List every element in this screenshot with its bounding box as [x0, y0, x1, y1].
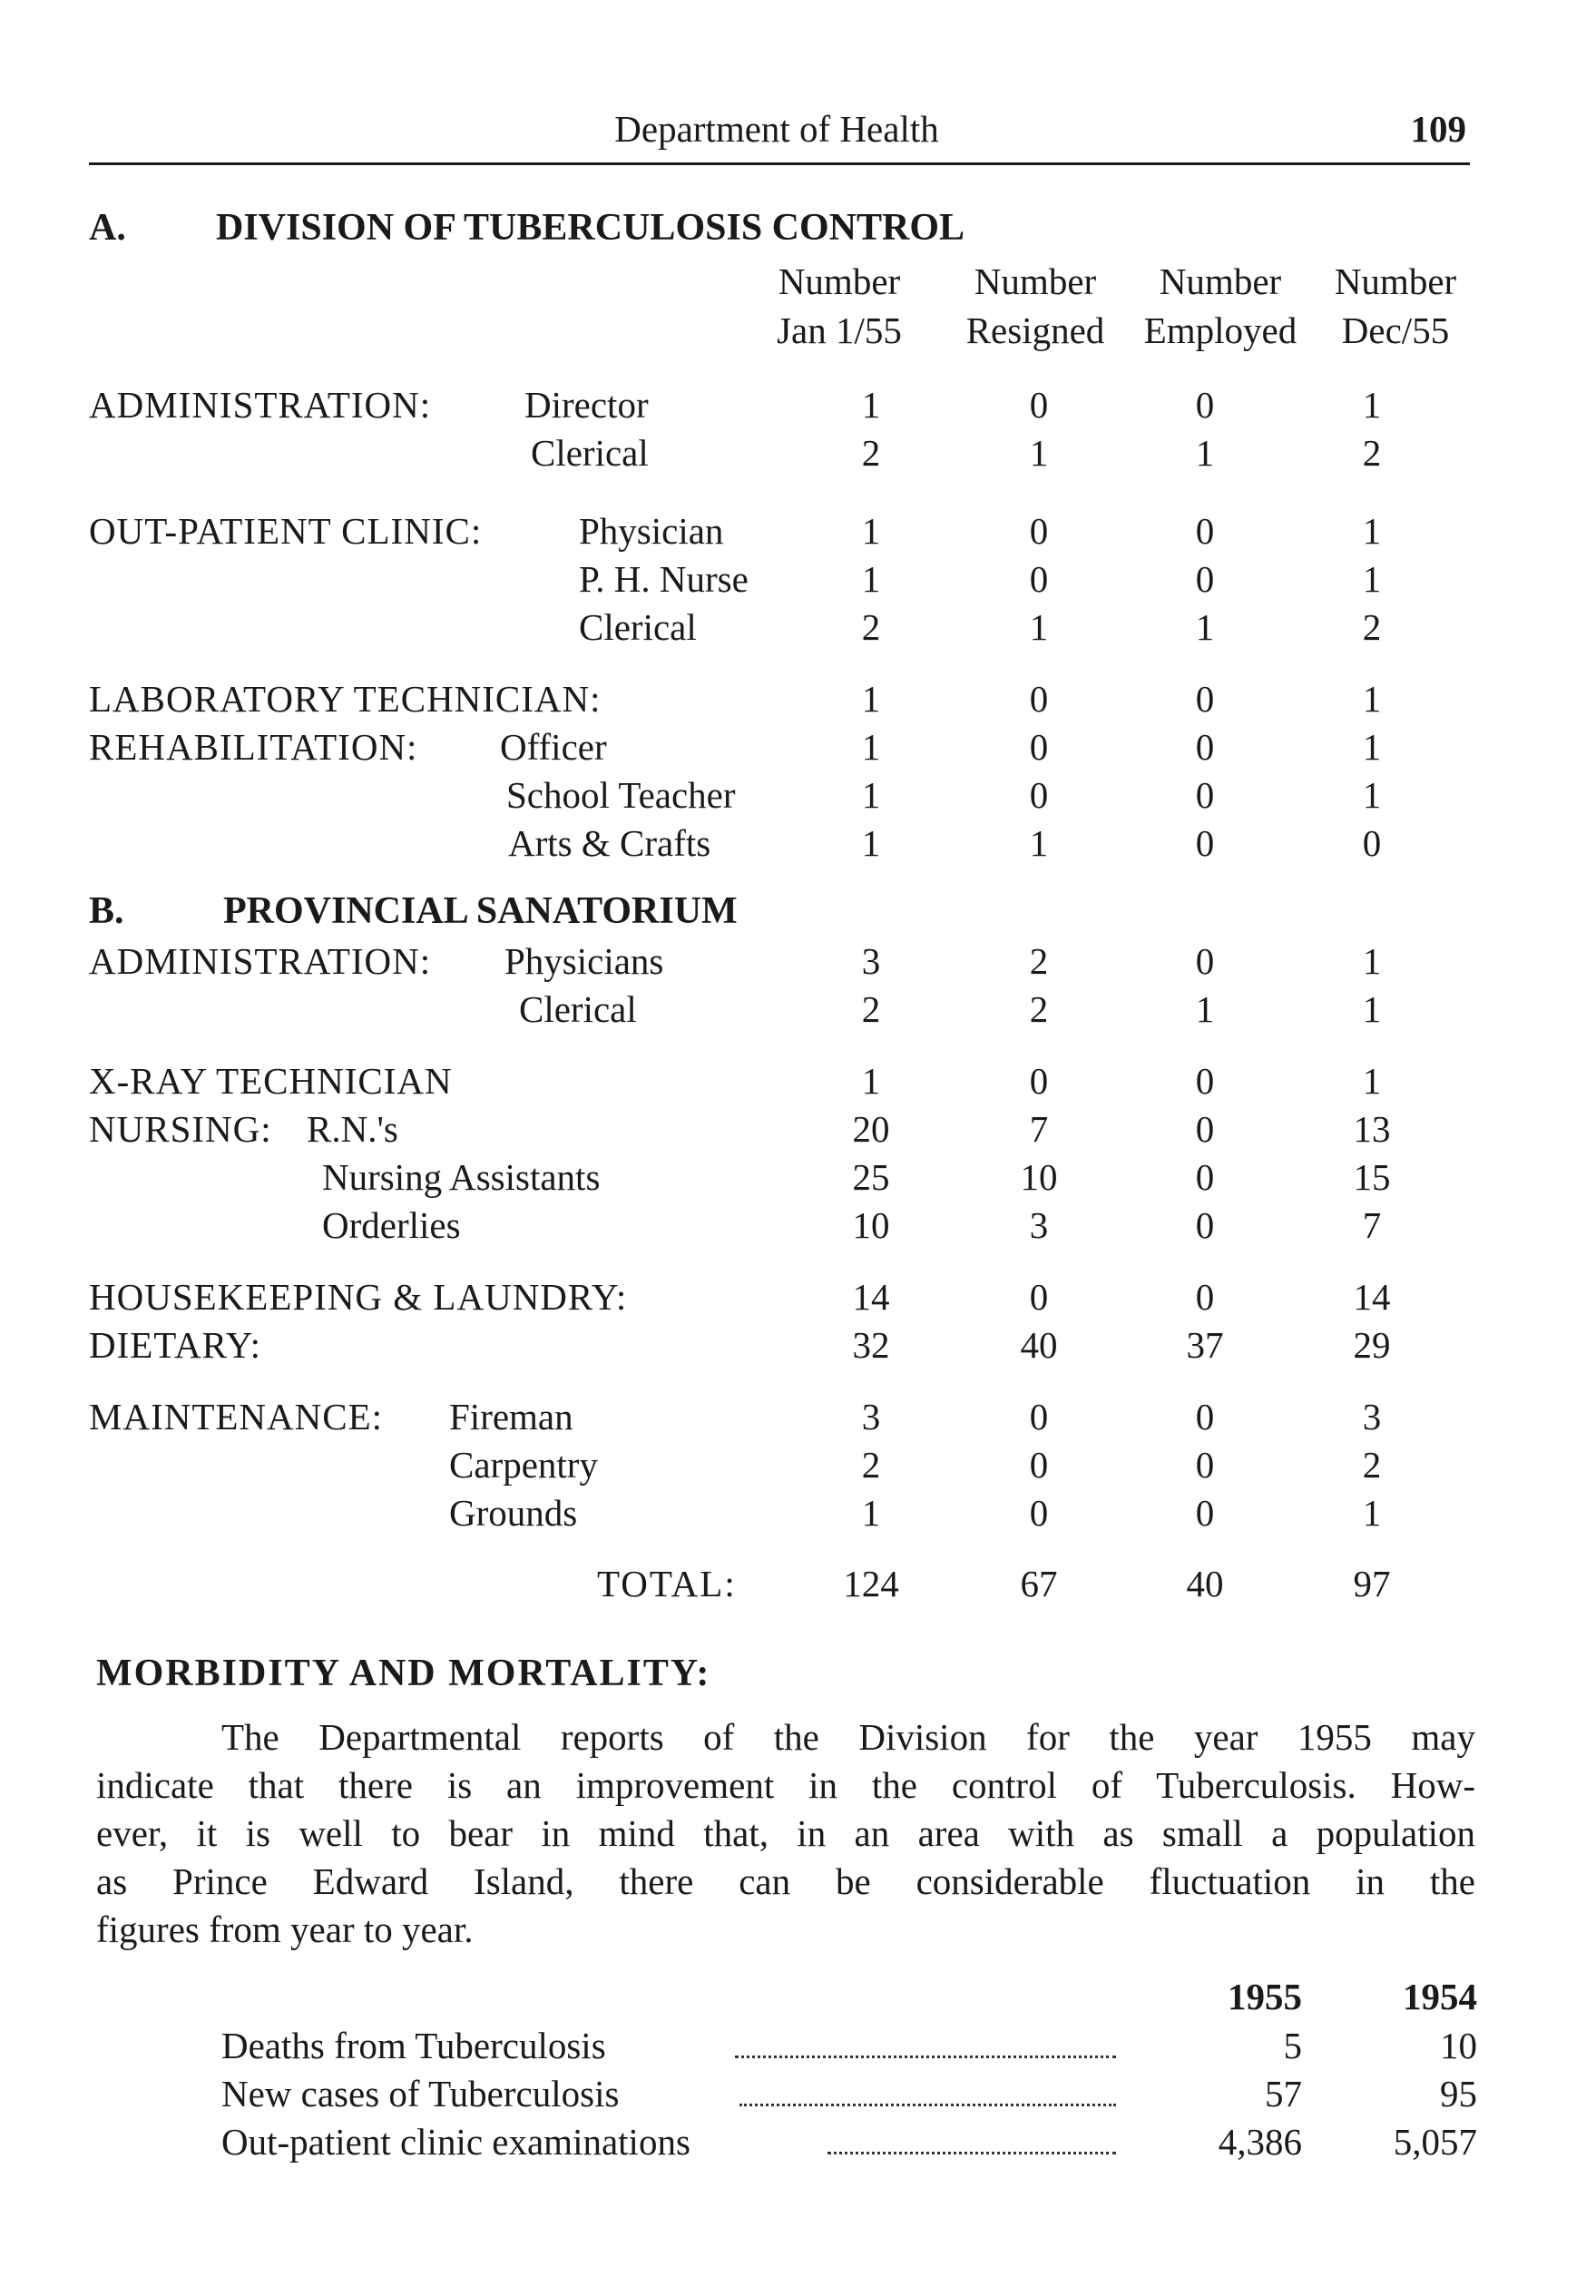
cell-resigned: 40 — [1020, 1324, 1058, 1366]
cell-employed: 0 — [1195, 1108, 1215, 1150]
total-dec: 97 — [1353, 1563, 1391, 1604]
table-row — [0, 1392, 1596, 1441]
cell-jan: 25 — [852, 1156, 890, 1198]
year-header-1954: 1954 — [1403, 1976, 1477, 2017]
table-row — [0, 1488, 1596, 1537]
cell-employed: 0 — [1195, 1276, 1215, 1318]
cell-jan: 1 — [861, 726, 881, 768]
column-header-jan — [758, 257, 921, 355]
paragraph-line: figures from year to year. — [96, 1908, 474, 1950]
cell-dec: 1 — [1362, 384, 1382, 426]
cell-dec: 15 — [1353, 1156, 1391, 1198]
cell-employed: 0 — [1195, 940, 1215, 982]
table-row — [0, 985, 1596, 1034]
cell-jan: 1 — [861, 558, 881, 600]
cell-jan: 10 — [852, 1204, 890, 1246]
cell-jan: 3 — [861, 1396, 881, 1437]
cell-jan: 1 — [861, 510, 881, 552]
section-a-letter: A. — [89, 207, 126, 249]
column-header-line: Resigned — [965, 309, 1105, 351]
row-category: OUT-PATIENT CLINIC: — [89, 510, 483, 552]
dot-leader — [735, 2056, 1116, 2058]
cell-resigned: 0 — [1029, 678, 1049, 720]
section-b-letter: B. — [89, 890, 124, 932]
table-row — [0, 819, 1596, 868]
stats-row — [0, 2117, 1596, 2166]
cell-employed: 1 — [1195, 606, 1215, 648]
cell-jan: 1 — [861, 822, 881, 864]
stats-label: Deaths from Tuberculosis — [221, 2025, 606, 2066]
paragraph-line: as Prince Edward Island, there can be considerable fluctuation in the — [96, 1860, 1475, 1902]
cell-resigned: 0 — [1029, 1444, 1049, 1486]
row-role: Nursing Assistants — [322, 1156, 601, 1198]
cell-employed: 0 — [1195, 384, 1215, 426]
stats-value-1954: 10 — [1440, 2025, 1477, 2066]
row-role: School Teacher — [506, 774, 736, 816]
cell-dec: 0 — [1362, 822, 1382, 864]
stats-row — [0, 2021, 1596, 2070]
stats-value-1955: 57 — [1265, 2073, 1302, 2114]
cell-dec: 1 — [1362, 1060, 1382, 1102]
row-role: Carpentry — [449, 1444, 598, 1486]
cell-resigned: 10 — [1020, 1156, 1058, 1198]
row-role: Physician — [579, 510, 724, 552]
cell-dec: 1 — [1362, 678, 1382, 720]
table-row — [0, 770, 1596, 819]
row-role: Clerical — [531, 432, 649, 474]
row-role: Clerical — [519, 988, 637, 1030]
cell-dec: 2 — [1362, 432, 1382, 474]
cell-employed: 0 — [1195, 678, 1215, 720]
table-row — [0, 1104, 1596, 1153]
row-role: P. H. Nurse — [579, 558, 749, 600]
column-header-dec — [1314, 257, 1477, 355]
cell-dec: 14 — [1353, 1276, 1391, 1318]
cell-dec: 29 — [1353, 1324, 1391, 1366]
row-role: Director — [524, 384, 649, 426]
cell-resigned: 0 — [1029, 726, 1049, 768]
paragraph-line: indicate that there is an improvement in the control of Tuberculosis. How- — [96, 1764, 1475, 1806]
row-category: ADMINISTRATION: — [89, 384, 432, 426]
column-header-line: Number — [1334, 260, 1457, 302]
section-a-heading — [89, 201, 964, 254]
section-b-title: PROVINCIAL SANATORIUM — [223, 890, 738, 932]
column-header-line: Employed — [1143, 309, 1297, 351]
stats-label: New cases of Tuberculosis — [221, 2073, 620, 2114]
row-category: LABORATORY TECHNICIAN: — [89, 678, 602, 720]
cell-employed: 0 — [1195, 1204, 1215, 1246]
row-role: Physicians — [504, 940, 664, 982]
cell-jan: 20 — [852, 1108, 890, 1150]
cell-employed: 0 — [1195, 510, 1215, 552]
cell-jan: 32 — [852, 1324, 890, 1366]
table-row — [0, 506, 1596, 555]
column-header-employed — [1125, 257, 1316, 355]
cell-resigned: 0 — [1029, 1060, 1049, 1102]
cell-dec: 1 — [1362, 510, 1382, 552]
cell-resigned: 1 — [1029, 432, 1049, 474]
cell-employed: 1 — [1195, 988, 1215, 1030]
cell-employed: 37 — [1186, 1324, 1224, 1366]
column-header-resigned — [940, 257, 1131, 355]
row-role: Fireman — [449, 1396, 573, 1437]
cell-jan: 1 — [861, 1492, 881, 1534]
cell-employed: 0 — [1195, 726, 1215, 768]
cell-employed: 0 — [1195, 1060, 1215, 1102]
dot-leader — [827, 2152, 1116, 2154]
cell-jan: 2 — [861, 1444, 881, 1486]
cell-dec: 2 — [1362, 606, 1382, 648]
row-category: DIETARY: — [89, 1324, 261, 1366]
cell-jan: 3 — [861, 940, 881, 982]
cell-resigned: 0 — [1029, 1492, 1049, 1534]
row-role: Arts & Crafts — [508, 822, 711, 864]
row-category: REHABILITATION: — [89, 726, 418, 768]
section-a-title: DIVISION OF TUBERCULOSIS CONTROL — [216, 207, 965, 249]
cell-resigned: 0 — [1029, 1396, 1049, 1437]
cell-dec: 1 — [1362, 1492, 1382, 1534]
cell-jan: 1 — [861, 678, 881, 720]
table-row — [0, 937, 1596, 986]
cell-jan: 1 — [861, 1060, 881, 1102]
cell-dec: 1 — [1362, 774, 1382, 816]
table-row — [0, 603, 1596, 652]
total-row — [0, 1559, 1596, 1608]
stats-value-1955: 4,386 — [1218, 2121, 1302, 2163]
row-role: Orderlies — [322, 1204, 461, 1246]
cell-employed: 0 — [1195, 822, 1215, 864]
stats-value-1954: 5,057 — [1393, 2121, 1477, 2163]
cell-dec: 1 — [1362, 988, 1382, 1030]
cell-resigned: 1 — [1029, 822, 1049, 864]
row-category: X-RAY TECHNICIAN — [89, 1060, 453, 1102]
section-b-heading — [89, 885, 738, 937]
dot-leader — [739, 2104, 1116, 2106]
cell-jan: 1 — [861, 384, 881, 426]
cell-dec: 7 — [1362, 1204, 1382, 1246]
table-row — [0, 1153, 1596, 1202]
cell-dec: 2 — [1362, 1444, 1382, 1486]
morbidity-heading: MORBIDITY AND MORTALITY: — [96, 1653, 711, 1694]
row-role: R.N.'s — [307, 1108, 398, 1150]
cell-employed: 0 — [1195, 1156, 1215, 1198]
column-header-line: Dec/55 — [1341, 309, 1450, 351]
cell-resigned: 0 — [1029, 510, 1049, 552]
header-rule — [89, 162, 1470, 165]
cell-employed: 0 — [1195, 1444, 1215, 1486]
cell-resigned: 0 — [1029, 1276, 1049, 1318]
cell-dec: 1 — [1362, 558, 1382, 600]
cell-resigned: 0 — [1029, 384, 1049, 426]
row-role: Clerical — [579, 606, 697, 648]
cell-resigned: 0 — [1029, 774, 1049, 816]
column-header-line: Number — [1159, 260, 1282, 302]
total-label: TOTAL: — [597, 1563, 737, 1604]
cell-employed: 1 — [1195, 432, 1215, 474]
cell-resigned: 2 — [1029, 988, 1049, 1030]
total-jan: 124 — [843, 1563, 899, 1604]
row-role: Grounds — [449, 1492, 578, 1534]
row-role: Officer — [500, 726, 607, 768]
table-row — [0, 1320, 1596, 1369]
year-header-1955: 1955 — [1228, 1976, 1302, 2017]
cell-dec: 1 — [1362, 940, 1382, 982]
cell-resigned: 2 — [1029, 940, 1049, 982]
paragraph-line: ever, it is well to bear in mind that, in an area with as small a population — [96, 1812, 1475, 1854]
column-header-line: Number — [778, 260, 901, 302]
table-row — [0, 1056, 1596, 1105]
cell-jan: 2 — [861, 432, 881, 474]
table-row — [0, 428, 1596, 477]
cell-resigned: 3 — [1029, 1204, 1049, 1246]
table-row — [0, 722, 1596, 771]
cell-employed: 0 — [1195, 774, 1215, 816]
cell-resigned: 1 — [1029, 606, 1049, 648]
page-number: 109 — [1410, 108, 1466, 150]
running-header-title: Department of Health — [614, 108, 939, 150]
row-category: HOUSEKEEPING & LAUNDRY: — [89, 1276, 628, 1318]
table-row — [0, 674, 1596, 723]
row-category: MAINTENANCE: — [89, 1396, 384, 1437]
table-row — [0, 1272, 1596, 1321]
paragraph-line: The Departmental reports of the Division for the year 1955 may — [221, 1716, 1475, 1758]
cell-employed: 0 — [1195, 558, 1215, 600]
stats-value-1955: 5 — [1283, 2025, 1302, 2066]
row-category: NURSING: — [89, 1108, 272, 1150]
stats-label: Out-patient clinic examinations — [221, 2121, 690, 2163]
cell-dec: 1 — [1362, 726, 1382, 768]
cell-dec: 3 — [1362, 1396, 1382, 1437]
row-category: ADMINISTRATION: — [89, 940, 432, 982]
table-row — [0, 380, 1596, 429]
table-row — [0, 554, 1596, 603]
table-row — [0, 1440, 1596, 1489]
cell-jan: 2 — [861, 606, 881, 648]
stats-row — [0, 2069, 1596, 2118]
column-header-line: Jan 1/55 — [777, 309, 902, 351]
table-row — [0, 1201, 1596, 1250]
cell-resigned: 0 — [1029, 558, 1049, 600]
morbidity-paragraph — [96, 1713, 1475, 1954]
cell-jan: 1 — [861, 774, 881, 816]
stats-value-1954: 95 — [1440, 2073, 1477, 2114]
cell-employed: 0 — [1195, 1396, 1215, 1437]
total-employed: 40 — [1186, 1563, 1224, 1604]
cell-dec: 13 — [1353, 1108, 1391, 1150]
cell-employed: 0 — [1195, 1492, 1215, 1534]
cell-jan: 2 — [861, 988, 881, 1030]
cell-jan: 14 — [852, 1276, 890, 1318]
total-resigned: 67 — [1020, 1563, 1058, 1604]
cell-resigned: 7 — [1029, 1108, 1049, 1150]
column-header-line: Number — [974, 260, 1097, 302]
